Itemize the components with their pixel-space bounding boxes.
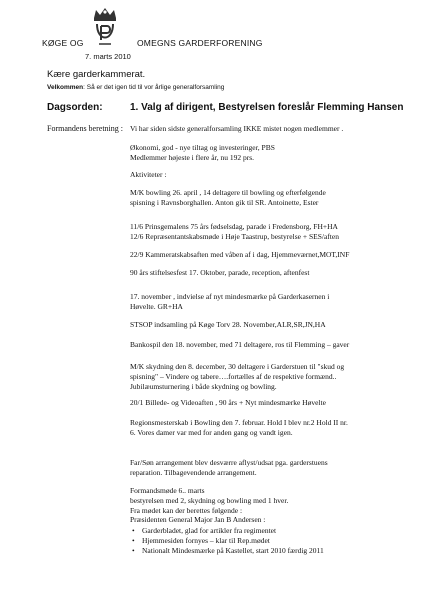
report-line: Jubilæumsturnering i både skydning og bowling. <box>130 381 277 391</box>
report-paragraph <box>130 418 348 438</box>
report-line: 20/1 Billede- og Videoaften , 90 års + Nyt mindesmærke Høvelte <box>130 398 326 407</box>
report-line: 12/6 Repræsentantskabsmøde i Høje Taastrup, bestyrelse + SES/aften <box>130 231 339 241</box>
report-line: M/K skydning den 8. december, 30 deltagere i Garderstuen til "skud og <box>130 362 345 371</box>
bullet-item: • Nationalt Mindesmærke på Kastellet, start 2010 færdig 2011 <box>130 546 324 556</box>
report-paragraph <box>130 222 339 242</box>
report-line: 11/6 Prinsgemalens 75 års fødselsdag, parade i Fredensborg, FH+HA <box>130 222 338 231</box>
report-paragraph <box>130 124 343 134</box>
header-left: KØGE OG <box>42 38 84 48</box>
report-line: 22/9 Kammeratskabsaften med våben af i dag, Hjemmeværnet,MOT,INF <box>130 250 350 259</box>
report-paragraph <box>130 250 349 260</box>
welcome-bold: Velkommen <box>47 84 84 91</box>
report-paragraph <box>130 362 344 391</box>
crown-monogram-logo <box>90 6 120 50</box>
bullet-item: • Garderbladet, glad for artikler fra regimentet <box>130 526 324 536</box>
report-line: Medlemmer højeste i flere år, nu 192 prs. <box>130 152 255 162</box>
report-paragraph <box>130 398 326 408</box>
report-line: M/K bowling 26. april , 14 deltagere til bowling og efterfølgende <box>130 188 326 197</box>
report-paragraph <box>130 143 275 163</box>
bullet-item: • Hjemmesiden fornyes – klar til Rep.mødet <box>130 536 324 546</box>
report-line: Formandsmøde 6.. marts <box>130 486 205 495</box>
agenda-label: Dagsorden: <box>47 102 103 113</box>
header-right: OMEGNS GARDERFORENING <box>137 38 263 48</box>
report-paragraph <box>130 340 349 350</box>
report-line: Høvelte. GR+HA <box>130 301 183 311</box>
report-line: Vi har siden sidste generalforsamling IKKE mistet nogen medlemmer . <box>130 124 344 133</box>
greeting: Kære garderkammerat. <box>47 69 146 80</box>
report-line: bestyrelsen med 2, skydning og bowling med 1 hver. <box>130 495 289 505</box>
report-line: spisning" – Vindere og tabere….fortælles af de respektive formænd.. <box>130 371 337 381</box>
report-paragraph <box>130 170 166 180</box>
report-line: Præsidenten General Major Jan B Andersen : <box>130 515 266 525</box>
report-paragraph <box>130 486 288 525</box>
report-line: Fra mødet kan der berettes følgende : <box>130 505 243 515</box>
report-line: reparation. Tilbagevendende arrangement. <box>130 467 257 477</box>
report-line: Bankospil den 18. november, med 71 deltagere, ros til Flemming – gaver <box>130 340 350 349</box>
report-paragraph <box>130 292 329 312</box>
document-date: 7. marts 2010 <box>85 52 131 61</box>
report-line: Økonomi, god - nye tiltag og investeringer, PBS <box>130 143 275 152</box>
report-paragraph <box>130 268 309 278</box>
welcome-line <box>47 84 224 91</box>
welcome-text: : Så er det igen tid til vor årlige generalforsamling <box>83 84 225 91</box>
chair-report-label: Formandens beretning : <box>47 124 123 133</box>
report-line: STSOP indsamling på Køge Torv 28. November,ALR,SR,JN,HA <box>130 320 326 329</box>
bullet-list <box>130 526 324 555</box>
report-paragraph <box>130 188 326 208</box>
report-line: 6. Vores damer var med for anden gang og vandt igen. <box>130 427 293 437</box>
report-line: spisning i Ravnsborghallen. Anton gik til SR. Antoinette, Ester <box>130 197 319 207</box>
report-line: 17. november , indvielse af nyt mindesmærke på Garderkasernen i <box>130 292 330 301</box>
report-paragraph <box>130 458 328 478</box>
report-paragraph <box>130 320 326 330</box>
report-line: Aktiviteter : <box>130 170 167 179</box>
agenda-item-1: 1. Valg af dirigent, Bestyrelsen foreslår Flemming Hansen <box>130 102 404 113</box>
report-line: Far/Søn arrangement blev desværre aflyst/udsat pga. garderstuens <box>130 458 328 467</box>
report-line: Regionsmesterskab i Bowling den 7. februar. Hold I blev nr.2 Hold II nr. <box>130 418 348 427</box>
report-line: 90 års stiftelsesfest 17. Oktober, parade, reception, aftenfest <box>130 268 310 277</box>
